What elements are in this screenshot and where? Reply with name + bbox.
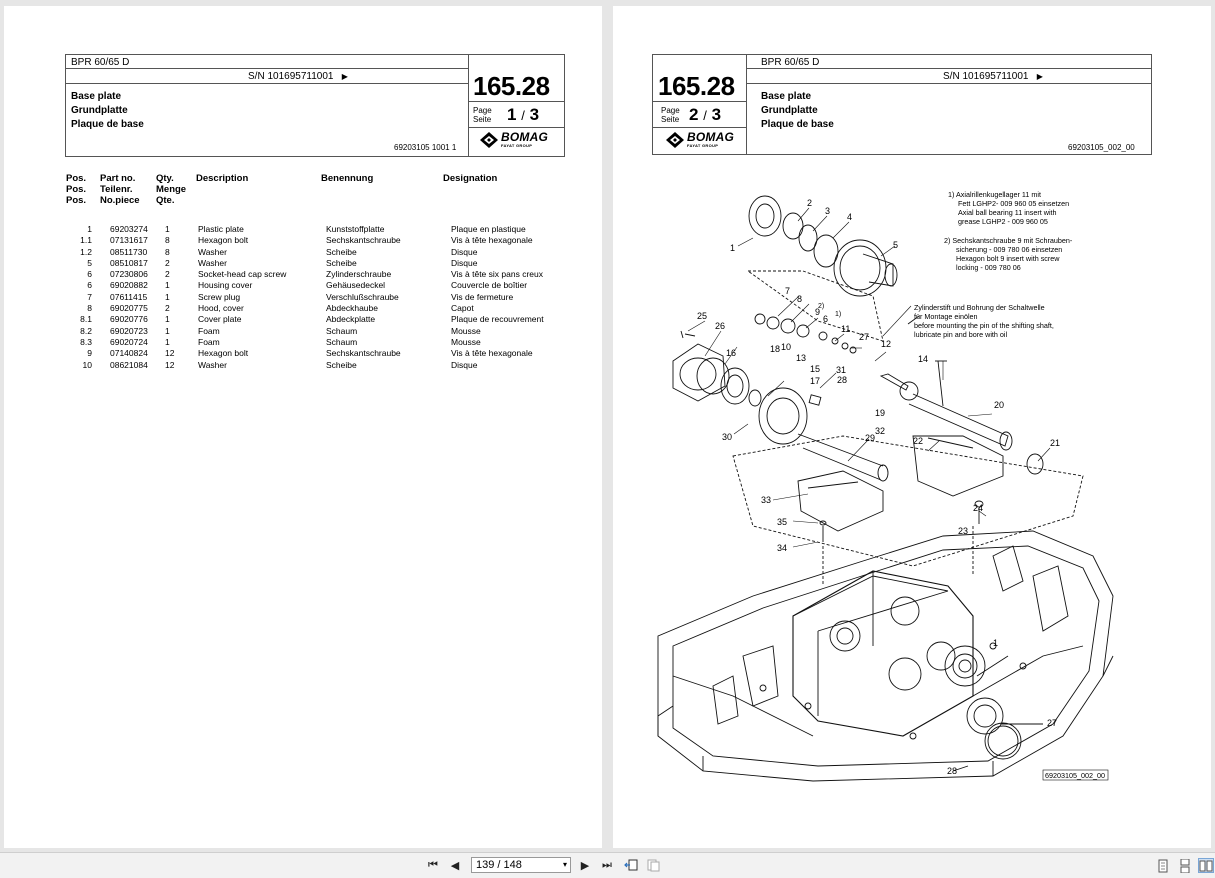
cell-qty: 1 bbox=[165, 280, 170, 291]
page-number: 2 / 3 bbox=[689, 105, 722, 124]
cell-part: 07230806 bbox=[110, 269, 148, 280]
callout-number: 35 bbox=[777, 517, 788, 527]
cell-desc: Hexagon bolt bbox=[198, 235, 249, 246]
bomag-logo-icon bbox=[480, 132, 498, 148]
cell-pos: 8 bbox=[87, 303, 92, 314]
cell-pos: 1 bbox=[87, 224, 92, 234]
callout-number: 27 bbox=[1047, 718, 1058, 728]
right-document-page bbox=[613, 6, 1211, 848]
cell-pos: 7 bbox=[87, 291, 92, 302]
col-ben-header: Benennung bbox=[321, 173, 374, 184]
left-document-page bbox=[4, 6, 602, 848]
cell-des: Vis à tête six pans creux bbox=[451, 269, 543, 280]
cell-part: 69203274 bbox=[110, 224, 148, 234]
cell-ben: Abdeckplatte bbox=[326, 314, 376, 325]
callout-number: 7 bbox=[785, 286, 791, 296]
table-row bbox=[66, 269, 561, 280]
table-row bbox=[66, 314, 561, 325]
cell-qty: 8 bbox=[165, 246, 170, 257]
cell-qty: 2 bbox=[165, 303, 170, 314]
bomag-logo-icon bbox=[666, 132, 684, 148]
next-page-button[interactable] bbox=[577, 858, 593, 873]
callout-number: 13 bbox=[796, 353, 807, 363]
title-en: Base plate bbox=[761, 91, 812, 102]
single-page-icon bbox=[1157, 859, 1169, 873]
page-number: 1 / 3 bbox=[507, 105, 540, 124]
serial-number: S/N 101695711001 ▶ bbox=[943, 71, 1043, 82]
callout-number: 5 bbox=[893, 240, 899, 250]
cell-qty: 1 bbox=[165, 336, 170, 347]
doc-code: 69203105 1001 1 bbox=[394, 143, 457, 152]
cell-qty: 2 bbox=[165, 257, 170, 268]
cell-pos: 9 bbox=[87, 348, 92, 359]
model-label: BPR 60/65 D bbox=[71, 57, 130, 68]
serial-arrow-icon: ▶ bbox=[1036, 72, 1043, 81]
page-number-select[interactable] bbox=[471, 857, 571, 873]
first-page-button[interactable] bbox=[425, 858, 441, 873]
cell-qty: 12 bbox=[165, 359, 175, 370]
note-3-line-1: Zylinderstift und Bohrung der Schaltwelle bbox=[914, 303, 1045, 312]
first-page-icon: ⏮ bbox=[428, 859, 438, 871]
cell-part: 07611415 bbox=[110, 291, 148, 302]
callout-number: 12 bbox=[881, 339, 892, 349]
table-row bbox=[66, 292, 561, 303]
note-3-line-4: lubricate pin and bore with oil bbox=[914, 330, 1008, 339]
callout-number: 28 bbox=[947, 766, 958, 776]
callout-numbers bbox=[697, 198, 1063, 776]
page-back-icon bbox=[624, 859, 638, 872]
callout-number: 2 bbox=[807, 198, 813, 208]
cell-desc: Washer bbox=[198, 246, 227, 257]
note-2-line-4: locking - 009 780 06 bbox=[956, 263, 1021, 272]
note-1-line-2: Fett LGHP2- 009 960 05 einsetzen bbox=[958, 199, 1070, 208]
cell-desc: Washer bbox=[198, 359, 227, 370]
cell-desc: Screw plug bbox=[198, 291, 241, 302]
cell-qty: 8 bbox=[165, 235, 170, 246]
callout-number: 2) bbox=[818, 303, 825, 310]
cell-ben: Scheibe bbox=[326, 246, 357, 257]
callout-number: 9 bbox=[815, 307, 821, 317]
table-row bbox=[66, 360, 561, 371]
callout-number: 33 bbox=[761, 495, 772, 505]
cell-desc: Socket-head cap screw bbox=[198, 269, 287, 280]
group-number: 165.28 bbox=[658, 71, 735, 101]
callout-number: 21 bbox=[1050, 438, 1061, 448]
cell-des: Plaque en plastique bbox=[451, 224, 526, 234]
page-label: Page Seite bbox=[473, 106, 492, 124]
callout-number: 29 bbox=[865, 433, 876, 443]
callout-number: 24 bbox=[973, 503, 984, 513]
cell-des: Couvercle de boîtier bbox=[451, 280, 528, 291]
cell-des: Disque bbox=[451, 246, 478, 257]
callout-number: 1) bbox=[835, 311, 842, 318]
callout-number: 14 bbox=[918, 354, 929, 364]
cell-ben: Verschlußschraube bbox=[326, 291, 399, 302]
continuous-page-icon bbox=[1179, 859, 1191, 873]
table-row bbox=[66, 303, 561, 314]
cell-ben: Gehäusedeckel bbox=[326, 280, 386, 291]
cell-des: Vis de fermeture bbox=[451, 291, 514, 302]
cell-desc: Foam bbox=[198, 336, 220, 347]
title-block bbox=[761, 90, 834, 132]
note-1-line-4: grease LGHP2 - 009 960 05 bbox=[958, 217, 1048, 226]
callout-number: 15 bbox=[810, 364, 821, 374]
two-page-icon bbox=[1199, 860, 1213, 872]
callout-number: 18 bbox=[770, 344, 781, 354]
title-de: Grundplatte bbox=[761, 105, 818, 116]
col-pos-header: Pos. Pos. Pos. bbox=[66, 173, 87, 206]
cell-desc: Hood, cover bbox=[198, 303, 244, 314]
cell-des: Vis à tête hexagonale bbox=[451, 235, 533, 246]
cell-part: 69020724 bbox=[110, 336, 148, 347]
page-label: Page Seite bbox=[661, 106, 680, 124]
cell-desc: Housing cover bbox=[198, 280, 253, 291]
cell-desc: Plastic plate bbox=[198, 224, 244, 234]
page-indicator: 139 / 148 bbox=[476, 859, 522, 871]
table-row bbox=[66, 348, 561, 359]
cell-desc: Cover plate bbox=[198, 314, 242, 325]
cell-qty: 1 bbox=[165, 291, 170, 302]
callout-number: 28 bbox=[837, 375, 848, 385]
cell-ben: Sechskantschraube bbox=[326, 348, 401, 359]
callout-number: 19 bbox=[875, 408, 886, 418]
last-page-icon: ⏭ bbox=[602, 859, 612, 871]
exploded-parts-drawing bbox=[613, 176, 1211, 796]
cell-qty: 1 bbox=[165, 314, 170, 325]
callout-number: 20 bbox=[994, 400, 1005, 410]
drawing-code: 69203105_002_00 bbox=[1045, 771, 1105, 780]
cell-qty: 2 bbox=[165, 269, 170, 280]
cell-qty: 1 bbox=[165, 224, 170, 234]
cell-part: 07140824 bbox=[110, 348, 148, 359]
cell-des: Vis à tête hexagonale bbox=[451, 348, 533, 359]
note-1-line-1: 1) Axialrillenkugellager 11 mit bbox=[948, 190, 1041, 199]
table-row bbox=[66, 258, 561, 269]
note-2-line-2: sicherung - 009 780 06 einsetzen bbox=[956, 245, 1063, 254]
col-des-header: Designation bbox=[443, 173, 498, 184]
cell-part: 08511730 bbox=[110, 246, 148, 257]
two-page-view-button[interactable] bbox=[1198, 858, 1214, 873]
cell-desc: Foam bbox=[198, 325, 220, 336]
cell-part: 69020723 bbox=[110, 325, 148, 336]
previous-page-icon: ◀ bbox=[450, 860, 460, 872]
callout-number: 25 bbox=[697, 311, 708, 321]
cell-pos: 8.3 bbox=[80, 336, 92, 347]
cell-part: 69020775 bbox=[110, 303, 148, 314]
title-fr: Plaque de base bbox=[761, 119, 834, 130]
callout-number: 30 bbox=[722, 432, 733, 442]
table-row bbox=[66, 280, 561, 291]
page-forward-icon bbox=[647, 859, 661, 872]
callout-number: 34 bbox=[777, 543, 788, 553]
base-plate-illustration bbox=[658, 531, 1113, 781]
cell-part: 08621084 bbox=[110, 359, 148, 370]
model-label: BPR 60/65 D bbox=[761, 57, 820, 68]
cell-pos: 8.2 bbox=[80, 325, 92, 336]
cell-des: Disque bbox=[451, 359, 478, 370]
callout-number: 10 bbox=[781, 342, 792, 352]
cell-qty: 1 bbox=[165, 325, 170, 336]
cell-ben: Schaum bbox=[326, 336, 358, 347]
bomag-logo: BOMAG FAYAT GROUP bbox=[480, 132, 548, 148]
single-page-view-button[interactable] bbox=[1155, 858, 1171, 873]
go-forward-view-button[interactable] bbox=[646, 858, 662, 873]
table-row bbox=[66, 247, 561, 258]
left-header-box bbox=[65, 54, 565, 157]
cell-pos: 8.1 bbox=[80, 314, 92, 325]
note-2-line-3: Hexagon bolt 9 insert with screw bbox=[956, 254, 1060, 263]
note-3-line-3: before mounting the pin of the shifting shaft, bbox=[914, 321, 1054, 330]
continuous-view-button[interactable] bbox=[1177, 858, 1193, 873]
title-en: Base plate bbox=[71, 91, 122, 102]
callout-number: 27 bbox=[859, 332, 870, 342]
callout-number: 4 bbox=[847, 212, 853, 222]
callout-number: 8 bbox=[797, 294, 803, 304]
doc-code: 69203105_002_00 bbox=[1068, 143, 1135, 152]
cell-des: Capot bbox=[451, 303, 474, 314]
cell-des: Mousse bbox=[451, 325, 481, 336]
callout-number: 17 bbox=[810, 376, 821, 386]
cell-pos: 6 bbox=[87, 269, 92, 280]
cell-pos: 6 bbox=[87, 280, 92, 291]
table-row bbox=[66, 224, 561, 235]
cell-desc: Hexagon bolt bbox=[198, 348, 249, 359]
callout-number: 31 bbox=[836, 365, 847, 375]
cell-ben: Schaum bbox=[326, 325, 358, 336]
callout-number: 1 bbox=[730, 243, 736, 253]
parts-table bbox=[66, 224, 561, 371]
cell-pos: 10 bbox=[82, 359, 92, 370]
cell-des: Disque bbox=[451, 257, 478, 268]
title-fr: Plaque de base bbox=[71, 119, 144, 130]
right-header-box bbox=[652, 54, 1152, 155]
cell-part: 07131617 bbox=[110, 235, 148, 246]
serial-number: S/N 101695711001 ▶ bbox=[248, 71, 348, 82]
callout-number: 23 bbox=[958, 526, 969, 536]
cell-ben: Sechskantschraube bbox=[326, 235, 401, 246]
cell-ben: Kunststoffplatte bbox=[326, 224, 385, 234]
title-de: Grundplatte bbox=[71, 105, 128, 116]
cell-ben: Zylinderschraube bbox=[326, 269, 392, 280]
assembly-notes bbox=[914, 190, 1073, 339]
callout-number: 1 bbox=[993, 638, 999, 648]
callout-number: 26 bbox=[715, 321, 726, 331]
callout-number: 16 bbox=[726, 348, 737, 358]
cell-desc: Washer bbox=[198, 257, 227, 268]
cell-des: Plaque de recouvrement bbox=[451, 314, 544, 325]
cell-pos: 5 bbox=[87, 257, 92, 268]
serial-arrow-icon: ▶ bbox=[341, 72, 348, 81]
chevron-down-icon: ▾ bbox=[562, 860, 567, 869]
callout-number: 11 bbox=[841, 324, 851, 334]
group-number: 165.28 bbox=[473, 71, 550, 101]
go-back-view-button[interactable] bbox=[623, 858, 639, 873]
cell-ben: Scheibe bbox=[326, 257, 357, 268]
col-desc-header: Description bbox=[196, 173, 249, 184]
cell-des: Mousse bbox=[451, 336, 481, 347]
title-block bbox=[71, 90, 144, 132]
cell-qty: 12 bbox=[165, 348, 175, 359]
callout-number: 6 bbox=[823, 314, 829, 324]
col-part-header: Part no. Teilenr. No.piece bbox=[100, 173, 140, 206]
callout-number: 3 bbox=[825, 206, 831, 216]
callout-number: 22 bbox=[913, 436, 924, 446]
cell-ben: Abdeckhaube bbox=[326, 303, 378, 314]
cell-part: 69020776 bbox=[110, 314, 148, 325]
cell-pos: 1.1 bbox=[80, 235, 92, 246]
cell-part: 69020882 bbox=[110, 280, 148, 291]
note-3-line-2: für Montage einölen bbox=[914, 312, 978, 321]
bomag-logo: BOMAG FAYAT GROUP bbox=[666, 132, 734, 148]
col-qty-header: Qty. Menge Qte. bbox=[156, 173, 187, 206]
table-row bbox=[66, 235, 561, 246]
table-row bbox=[66, 337, 561, 348]
cell-pos: 1.2 bbox=[80, 246, 92, 257]
cell-ben: Scheibe bbox=[326, 359, 357, 370]
note-1-line-3: Axial ball bearing 11 insert with bbox=[958, 208, 1057, 217]
table-row bbox=[66, 326, 561, 337]
last-page-button[interactable] bbox=[599, 858, 615, 873]
viewer-toolbar bbox=[0, 852, 1215, 878]
cell-part: 08510817 bbox=[110, 257, 148, 268]
previous-page-button[interactable] bbox=[447, 858, 463, 873]
next-page-icon: ▶ bbox=[580, 860, 590, 872]
note-2-line-1: 2) Sechskantschraube 9 mit Schrauben- bbox=[944, 236, 1073, 245]
callout-number: 32 bbox=[875, 426, 886, 436]
